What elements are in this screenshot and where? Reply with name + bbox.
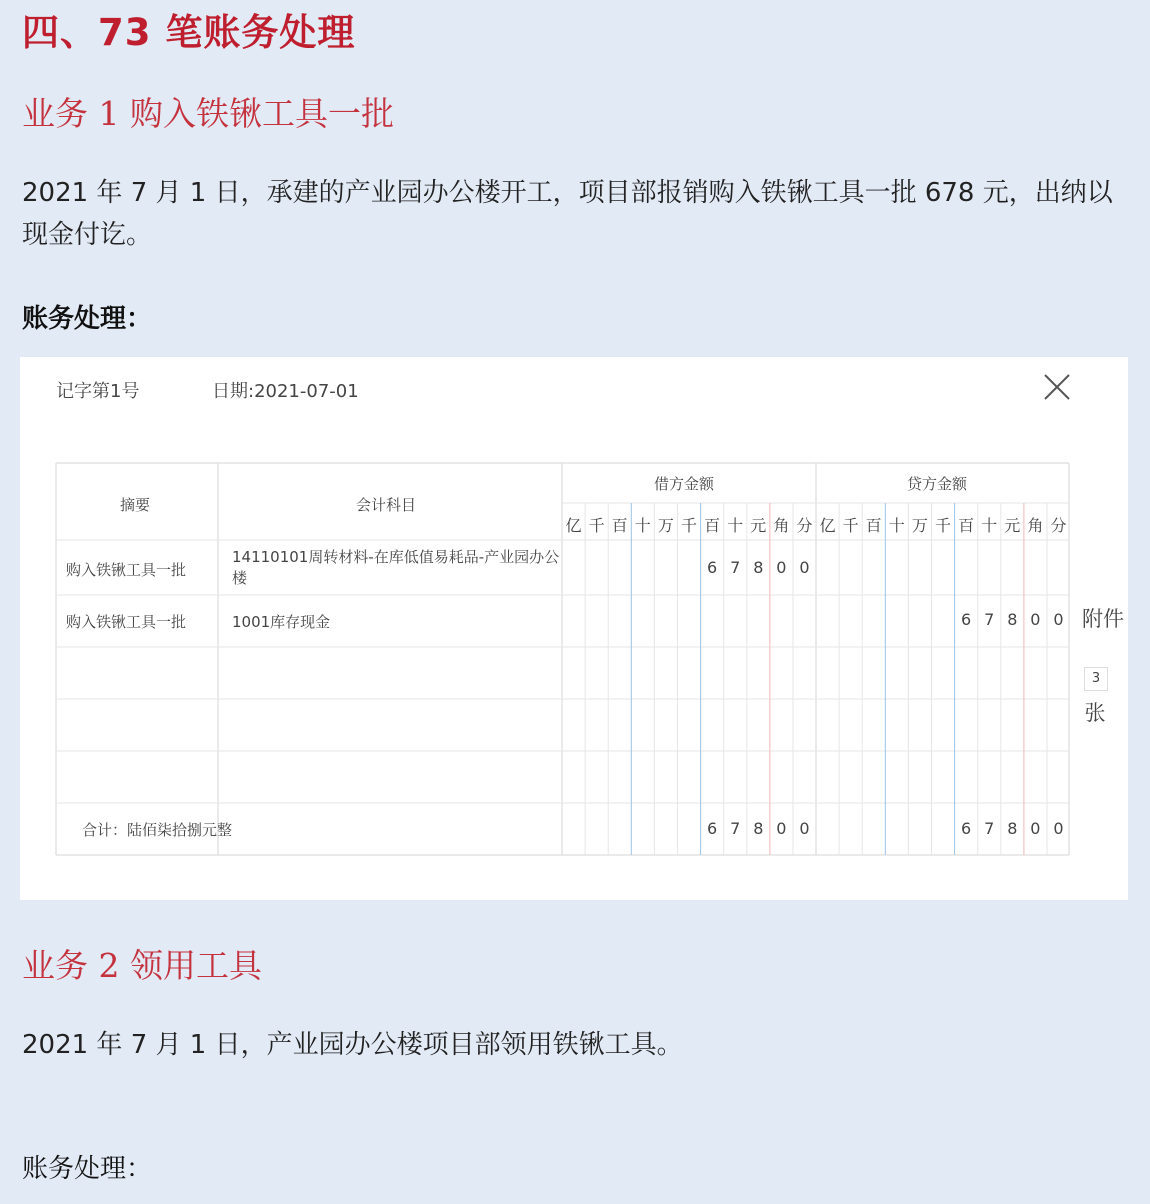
debit-unit-8: 元 — [750, 516, 767, 535]
voucher-panel — [20, 357, 1128, 900]
row-2-credit-digit: 8 — [1007, 610, 1018, 629]
total-credit-digit: 8 — [1007, 819, 1018, 838]
total-debit-digit: 0 — [776, 819, 787, 838]
business-1-treatment-label: 账务处理： — [22, 304, 153, 334]
voucher-date: 日期:2021-07-01 — [212, 381, 359, 402]
credit-unit-8: 元 — [1004, 516, 1021, 535]
attachment-count[interactable]: 3 — [1084, 667, 1108, 691]
credit-unit-2: 百 — [865, 516, 882, 535]
business-2-title: 业务 2 领用工具 — [22, 946, 262, 985]
debit-unit-0: 亿 — [565, 516, 582, 535]
page-title: 四、73 笔账务处理 — [22, 11, 356, 54]
total-credit-digit: 0 — [1030, 819, 1041, 838]
debit-unit-7: 十 — [727, 516, 744, 535]
credit-unit-4: 万 — [911, 516, 928, 535]
row-1-debit-digit: 6 — [707, 558, 718, 577]
credit-unit-1: 千 — [842, 516, 859, 535]
total-credit-digit: 7 — [984, 819, 995, 838]
debit-amount-header: 借方金额 — [654, 475, 715, 493]
attachment-unit: 张 — [1084, 701, 1106, 725]
business-1-description: 2021 年 7 月 1 日，承建的产业园办公楼开工，项目部报销购入铁锹工具一批 678 元，出纳以现金付讫。 — [22, 178, 1113, 250]
credit-unit-9: 角 — [1027, 516, 1044, 535]
total-debit-digit: 8 — [753, 819, 764, 838]
credit-unit-5: 千 — [934, 516, 951, 535]
row-2-account: 1001库存现金 — [232, 613, 331, 631]
credit-unit-7: 十 — [981, 516, 998, 535]
row-2-credit-digit: 7 — [984, 610, 995, 629]
column-header-summary: 摘要 — [120, 496, 151, 514]
column-header-account: 会计科目 — [356, 496, 417, 514]
credit-unit-10: 分 — [1050, 516, 1067, 535]
row-2-credit-digit: 6 — [961, 610, 972, 629]
business-1-title: 业务 1 购入铁锹工具一批 — [22, 94, 394, 133]
credit-amount-header: 贷方金额 — [907, 475, 968, 493]
total-debit-digit: 7 — [730, 819, 741, 838]
row-1-account: 14110101周转材料-在库低值易耗品-产业园办公楼 — [232, 548, 560, 587]
row-1-debit-digit: 8 — [753, 558, 764, 577]
debit-unit-5: 千 — [680, 516, 697, 535]
total-debit-digit: 0 — [799, 819, 810, 838]
debit-unit-6: 百 — [704, 516, 721, 535]
credit-unit-3: 十 — [888, 516, 905, 535]
total-credit-digit: 0 — [1053, 819, 1064, 838]
total-label: 合计：陆佰柒拾捌元整 — [82, 821, 233, 839]
row-1-debit-digit: 0 — [776, 558, 787, 577]
row-1-debit-digit: 0 — [799, 558, 810, 577]
debit-unit-4: 万 — [657, 516, 674, 535]
debit-unit-10: 分 — [796, 516, 813, 535]
row-2-credit-digit: 0 — [1053, 610, 1064, 629]
debit-unit-3: 十 — [634, 516, 651, 535]
total-credit-digit: 6 — [961, 819, 972, 838]
business-2-treatment-label: 账务处理： — [22, 1154, 153, 1184]
row-2-credit-digit: 0 — [1030, 610, 1041, 629]
row-1-debit-digit: 7 — [730, 558, 741, 577]
row-2-summary: 购入铁锹工具一批 — [66, 613, 187, 631]
voucher-number: 记字第1号 — [56, 381, 140, 402]
row-1-summary: 购入铁锹工具一批 — [66, 561, 187, 579]
business-2-description: 2021 年 7 月 1 日，产业园办公楼项目部领用铁锹工具。 — [22, 1030, 683, 1060]
credit-unit-6: 百 — [958, 516, 975, 535]
credit-unit-0: 亿 — [819, 516, 836, 535]
debit-unit-9: 角 — [773, 516, 790, 535]
debit-unit-2: 百 — [611, 516, 628, 535]
debit-unit-1: 千 — [588, 516, 605, 535]
attachment-label: 附件 — [1082, 607, 1124, 631]
total-debit-digit: 6 — [707, 819, 718, 838]
